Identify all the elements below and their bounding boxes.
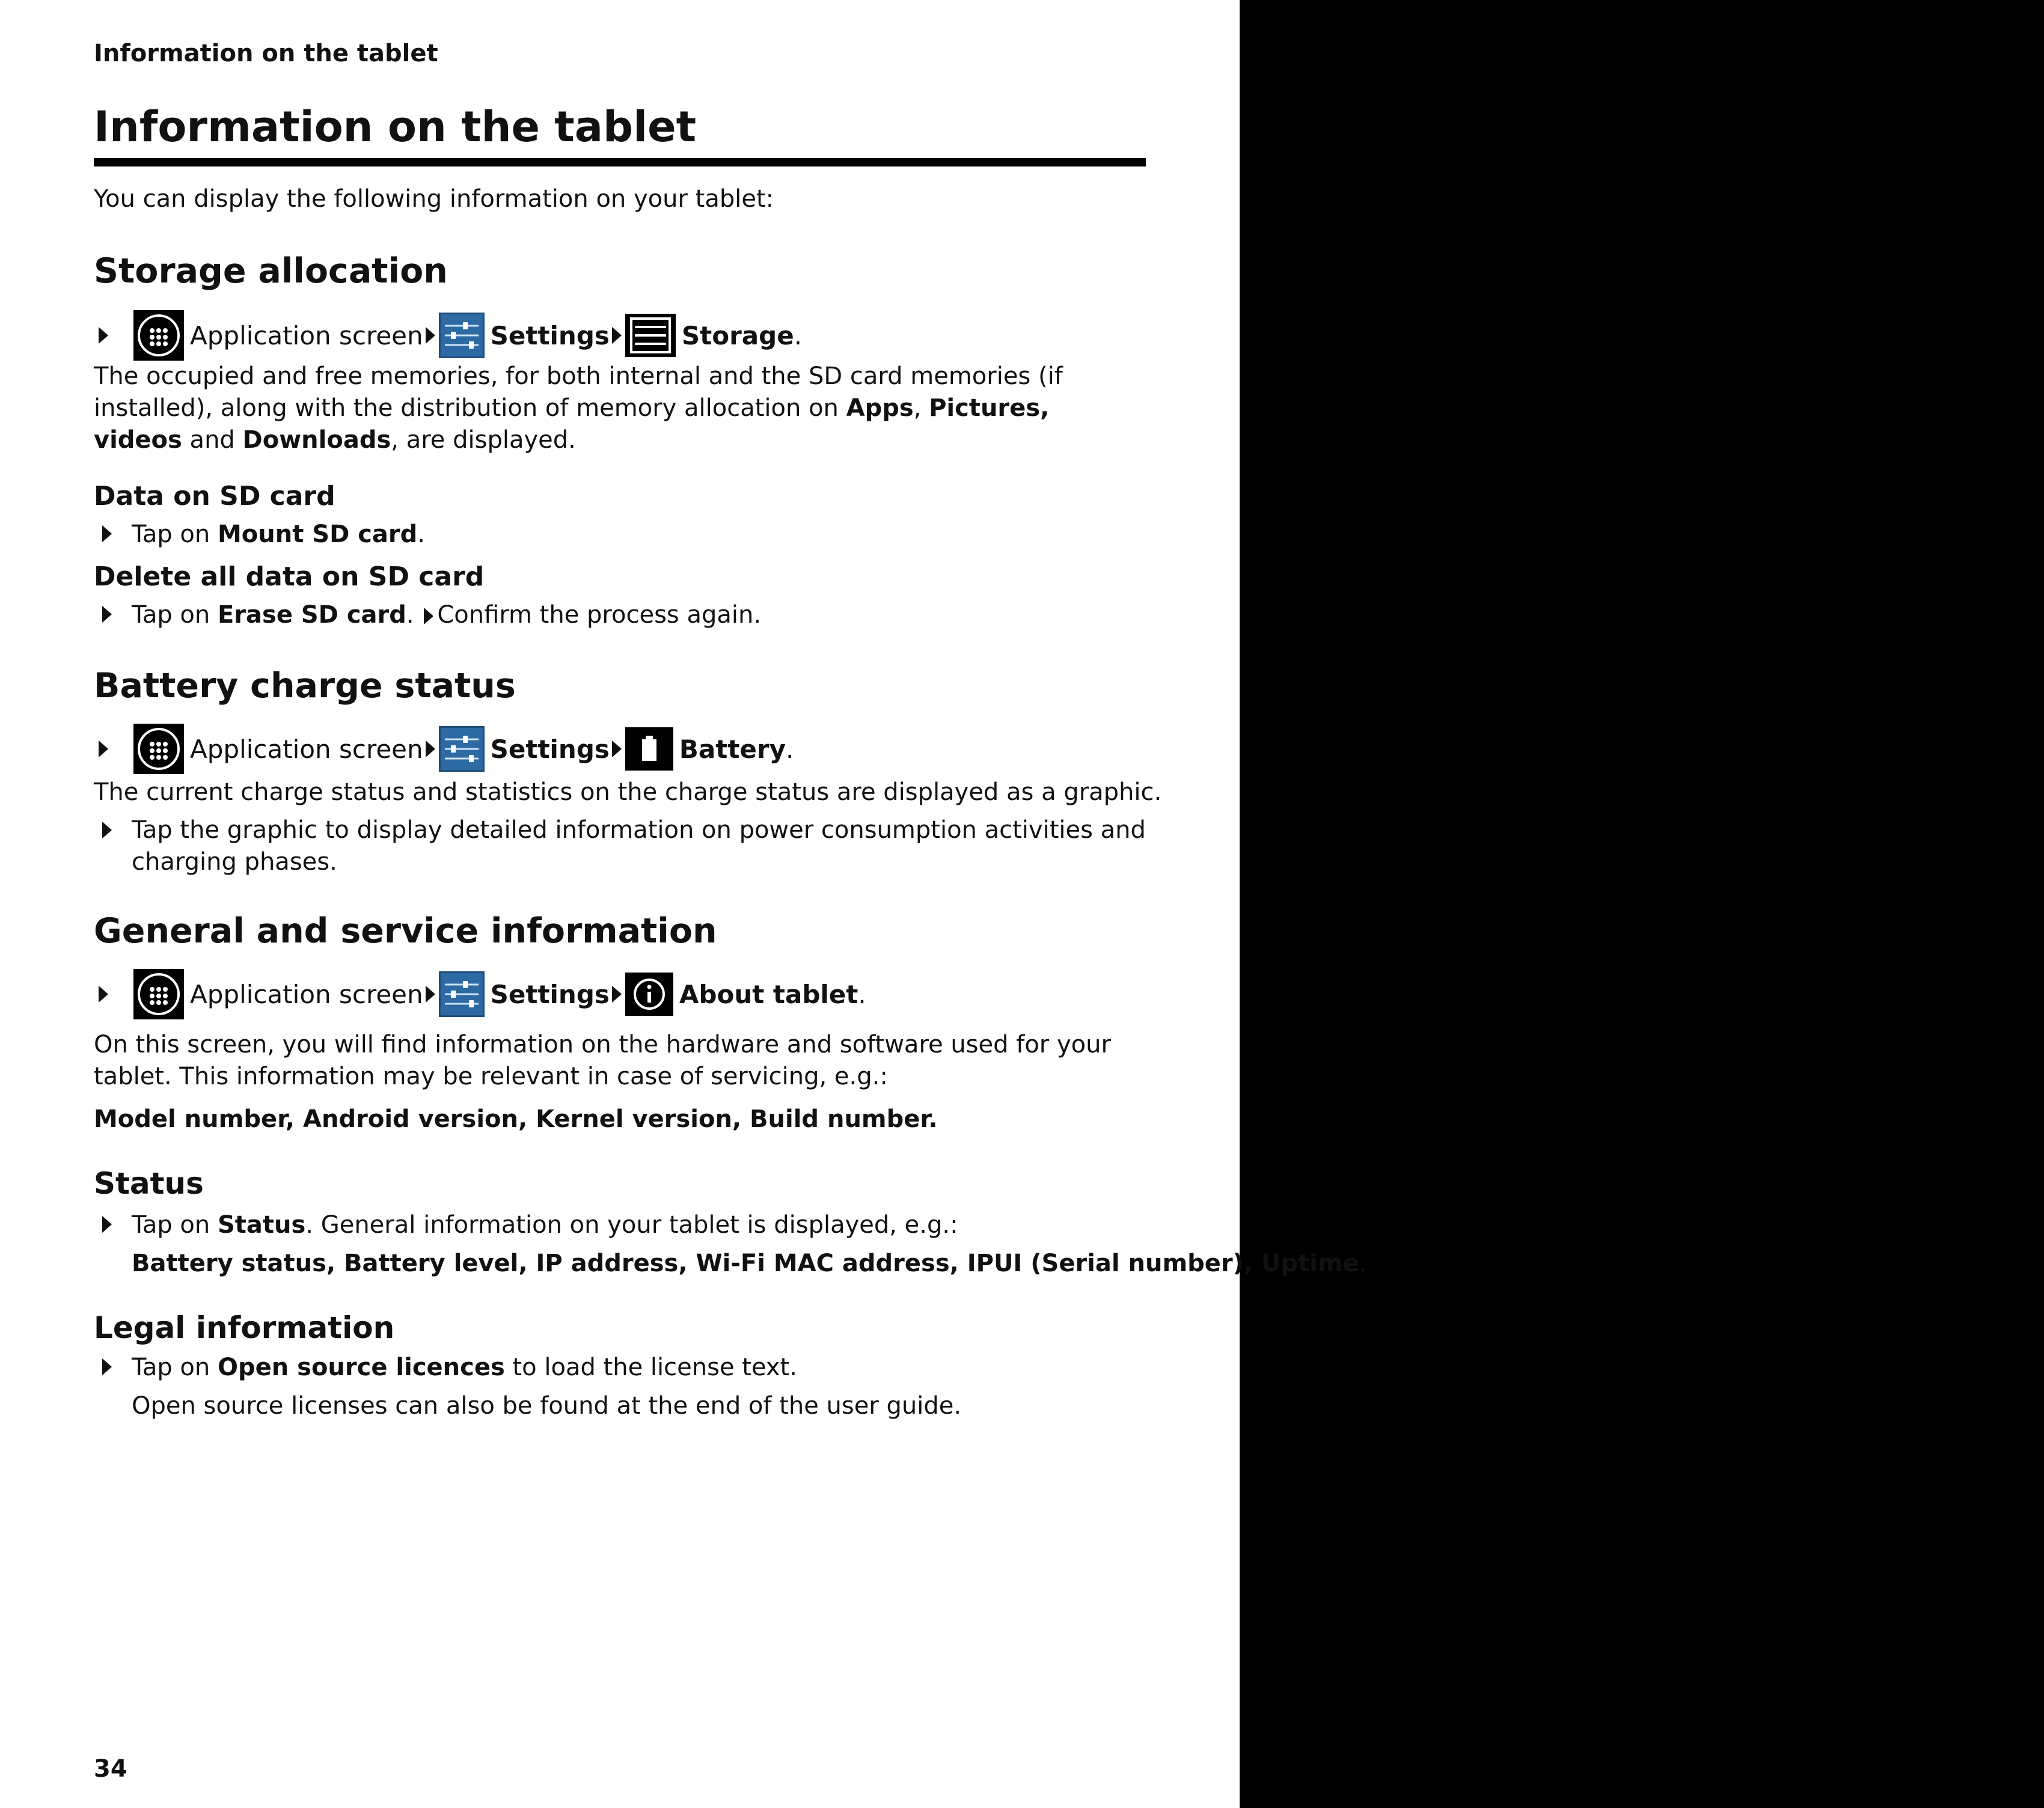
- battery-description: The current charge status and statistics on the charge status are displayed as a graphic.: [94, 778, 1162, 806]
- step-arrow-icon: [612, 986, 622, 1003]
- black-side-panel: [1240, 0, 2044, 1808]
- step-arrow-icon: [102, 1358, 112, 1375]
- settings-label: Settings: [490, 979, 610, 1009]
- step-arrow-icon: [99, 986, 108, 1003]
- step-arrow-icon: [102, 525, 112, 542]
- settings-label: Settings: [490, 734, 610, 764]
- general-heading: General and service information: [94, 911, 717, 951]
- delete-sd-heading: Delete all data on SD card: [94, 561, 485, 592]
- app-grid-icon: [133, 310, 184, 361]
- app-grid-icon: [133, 969, 184, 1019]
- storage-list-icon: [625, 314, 676, 357]
- battery-heading: Battery charge status: [94, 666, 516, 706]
- step-arrow-icon: [424, 608, 433, 625]
- info-icon: [625, 973, 673, 1016]
- general-fields: Model number, Android version, Kernel version, Build number.: [94, 1105, 938, 1133]
- step-arrow-icon: [102, 822, 112, 838]
- intro-text: You can display the following information on your tablet:: [94, 185, 774, 213]
- sd-card-heading: Data on SD card: [94, 481, 335, 512]
- storage-nav-path: Application screen Settings Storage .: [94, 310, 802, 361]
- step-arrow-icon: [102, 1216, 112, 1233]
- settings-sliders-icon: [439, 726, 485, 772]
- application-screen-label: Application screen: [190, 734, 423, 764]
- settings-sliders-icon: [439, 313, 485, 358]
- page-title: Information on the tablet: [94, 102, 697, 151]
- step-arrow-icon: [612, 327, 622, 344]
- battery-label: Battery: [679, 734, 786, 764]
- step-arrow-icon: [99, 327, 108, 344]
- step-arrow-icon: [426, 741, 435, 757]
- storage-label: Storage: [681, 320, 794, 350]
- step-arrow-icon: [99, 741, 108, 757]
- page-number: 34: [94, 1755, 127, 1783]
- general-nav-path: Application screen Settings About tablet .: [94, 969, 866, 1019]
- battery-icon: [625, 727, 673, 771]
- legal-heading: Legal information: [94, 1310, 395, 1345]
- application-screen-label: Application screen: [190, 320, 423, 350]
- settings-label: Settings: [490, 320, 610, 350]
- running-header: Information on the tablet: [94, 40, 438, 67]
- about-tablet-label: About tablet: [679, 979, 858, 1009]
- application-screen-label: Application screen: [190, 979, 423, 1009]
- step-arrow-icon: [612, 741, 622, 757]
- battery-nav-path: Application screen Settings Battery .: [94, 724, 794, 774]
- status-heading: Status: [94, 1166, 204, 1201]
- step-arrow-icon: [426, 327, 435, 344]
- step-arrow-icon: [426, 986, 435, 1003]
- step-arrow-icon: [102, 606, 112, 623]
- app-grid-icon: [133, 724, 184, 774]
- title-rule: [94, 158, 1146, 166]
- storage-heading: Storage allocation: [94, 251, 448, 291]
- storage-description: The occupied and free memories, for both internal and the SD card memories (if installed), along with the distribution of memory allocation on Apps, Pictures, videos and Downloads, are displayed.: [94, 362, 1063, 454]
- settings-sliders-icon: [439, 971, 485, 1017]
- legal-note: Open source licenses can also be found at the end of the user guide.: [132, 1392, 962, 1420]
- status-fields: Battery status, Battery level, IP address, Wi-Fi MAC address, IPUI (Serial number), Uptime.: [132, 1250, 1367, 1277]
- general-description: On this screen, you will find information on the hardware and software used for your tablet. This information may be relevant in case of servicing, e.g.:: [94, 1031, 1111, 1090]
